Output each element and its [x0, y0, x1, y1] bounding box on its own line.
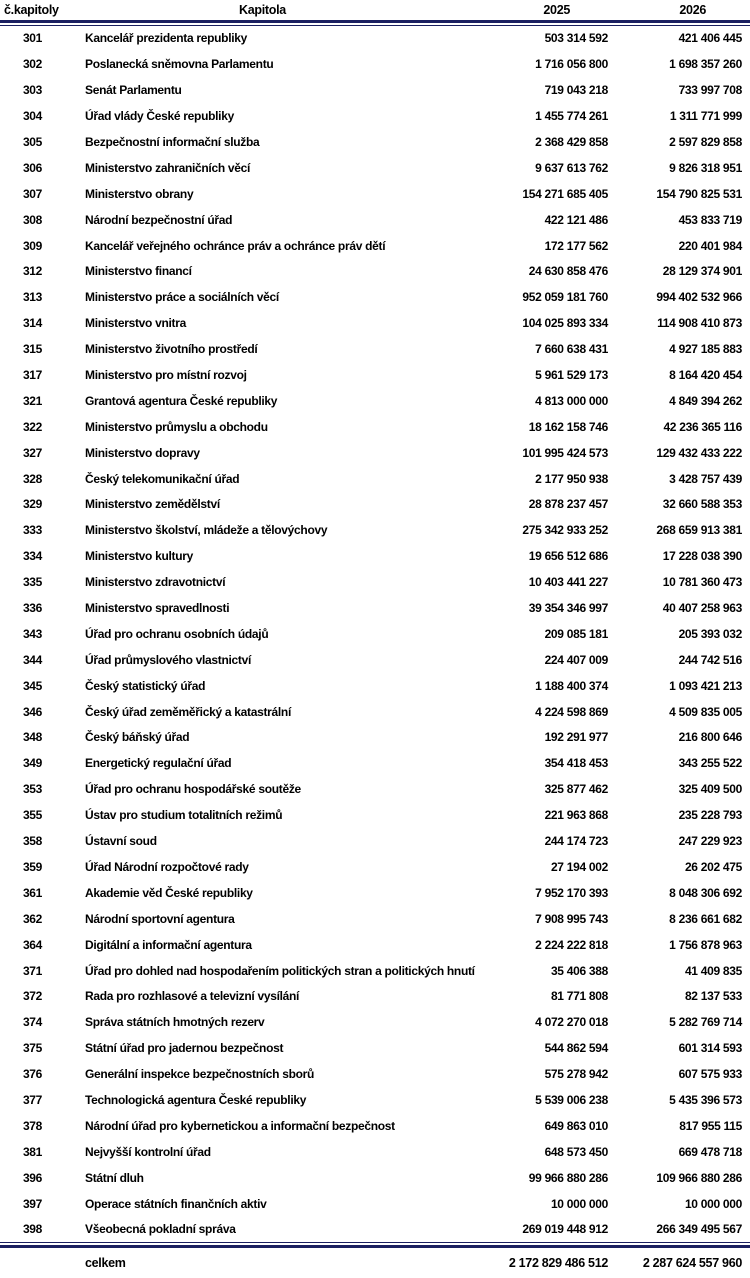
chapter-number: 333 [22, 523, 43, 538]
chapter-name: Národní úřad pro kybernetickou a informační bezpečnost [85, 1118, 395, 1133]
header-chapter-number: č.kapitoly [4, 3, 59, 17]
chapter-value-2025: 952 059 181 760 [522, 290, 608, 305]
chapter-name: Energetický regulační úřad [85, 756, 232, 771]
table-row [0, 1009, 750, 1035]
chapter-value-2025: 39 354 346 997 [528, 601, 608, 616]
chapter-value-2025: 9 637 613 762 [535, 160, 608, 175]
chapter-value-2026: 10 781 360 473 [662, 575, 742, 590]
chapter-value-2025: 5 539 006 238 [535, 1092, 608, 1107]
chapter-value-2026: 3 428 757 439 [669, 471, 742, 486]
table-row [0, 828, 750, 854]
table-row [0, 1087, 750, 1113]
chapter-value-2025: 81 771 808 [550, 989, 608, 1004]
chapter-value-2026: 325 409 500 [678, 782, 742, 797]
chapter-value-2026: 9 826 318 951 [669, 160, 742, 175]
chapter-name: Operace státních finančních aktiv [85, 1196, 267, 1211]
chapter-number: 346 [22, 704, 43, 719]
chapter-number: 361 [22, 885, 43, 900]
table-row [0, 1191, 750, 1217]
chapter-name: Kancelář prezidenta republiky [85, 31, 248, 46]
table-row [0, 854, 750, 880]
chapter-value-2025: 648 573 450 [544, 1144, 608, 1159]
chapter-name: Ministerstvo financí [85, 264, 192, 279]
table-row [0, 26, 750, 52]
table-row [0, 233, 750, 259]
table-row [0, 310, 750, 336]
chapter-value-2025: 649 863 010 [544, 1118, 608, 1133]
table-row [0, 673, 750, 699]
chapter-number: 397 [22, 1196, 43, 1211]
header-year-2026: 2026 [679, 3, 706, 17]
chapter-number: 317 [22, 368, 43, 383]
chapter-value-2026: 5 435 396 573 [669, 1092, 742, 1107]
table-row [0, 725, 750, 751]
chapter-value-2026: 82 137 533 [684, 989, 742, 1004]
chapter-number: 377 [22, 1092, 43, 1107]
chapter-number: 313 [22, 290, 43, 305]
chapter-name: Kancelář veřejného ochránce práv a ochránce práv dětí [85, 238, 386, 253]
chapter-value-2026: 2 597 829 858 [669, 135, 742, 149]
chapter-name: Ministerstvo životního prostředí [85, 342, 258, 357]
chapter-value-2025: 4 224 598 869 [535, 704, 608, 719]
chapter-number: 334 [22, 549, 43, 564]
table-row [0, 699, 750, 725]
chapter-value-2025: 2 224 222 818 [535, 937, 608, 952]
chapter-name: Ministerstvo kultury [85, 549, 194, 564]
table-row [0, 284, 750, 310]
chapter-value-2026: 817 955 115 [679, 1118, 742, 1133]
table-row [0, 414, 750, 440]
table-row [0, 595, 750, 621]
chapter-number: 321 [22, 393, 43, 408]
table-row [0, 336, 750, 362]
chapter-value-2026: 40 407 258 963 [662, 601, 742, 616]
table-row [0, 983, 750, 1009]
chapter-number: 364 [22, 937, 43, 952]
chapter-value-2026: 601 314 593 [678, 1041, 742, 1056]
chapter-name: Ministerstvo zemědělství [85, 497, 220, 512]
chapter-number: 335 [22, 575, 43, 590]
chapter-value-2025: 209 085 181 [544, 626, 608, 641]
table-row [0, 802, 750, 828]
chapter-name: Akademie věd České republiky [85, 885, 253, 900]
chapter-value-2025: 719 043 218 [544, 83, 608, 98]
chapter-value-2025: 10 403 441 227 [528, 575, 608, 590]
chapter-value-2025: 18 162 158 746 [528, 419, 608, 434]
chapter-name: Český telekomunikační úřad [85, 471, 240, 486]
table-row [0, 1035, 750, 1061]
chapter-value-2026: 421 406 445 [678, 31, 742, 46]
chapter-number: 304 [22, 109, 43, 124]
chapter-number: 344 [22, 652, 43, 667]
chapter-value-2025: 422 121 486 [544, 212, 608, 227]
chapter-name: Ministerstvo průmyslu a obchodu [85, 419, 268, 434]
chapter-name: Ministerstvo školství, mládeže a tělovýchovy [85, 523, 328, 538]
chapter-value-2026: 41 409 835 [684, 963, 742, 978]
chapter-value-2025: 35 406 388 [550, 963, 608, 978]
table-row [0, 647, 750, 673]
chapter-number: 309 [22, 238, 43, 253]
chapter-value-2026: 453 833 719 [678, 212, 742, 227]
chapter-value-2026: 343 255 522 [678, 756, 742, 771]
table-row [0, 1216, 750, 1242]
chapter-number: 381 [22, 1144, 43, 1159]
chapter-name: Národní sportovní agentura [85, 911, 235, 926]
chapter-value-2025: 1 716 056 800 [535, 57, 608, 72]
chapter-value-2026: 114 908 410 873 [657, 316, 742, 331]
chapter-value-2026: 216 800 646 [678, 730, 742, 745]
chapter-value-2025: 275 342 933 252 [522, 523, 608, 538]
table-row [0, 958, 750, 984]
chapter-value-2026: 235 228 793 [678, 808, 742, 823]
table-row [0, 750, 750, 776]
chapter-value-2025: 19 656 512 686 [528, 549, 608, 564]
chapter-number: 358 [22, 834, 43, 849]
total-value-2025: 2 172 829 486 512 [508, 1255, 608, 1270]
header-chapter-name: Kapitola [239, 3, 286, 17]
chapter-name: Poslanecká sněmovna Parlamentu [85, 57, 274, 72]
chapter-name: Rada pro rozhlasové a televizní vysílání [85, 989, 300, 1004]
chapter-number: 343 [22, 626, 43, 641]
chapter-name: Grantová agentura České republiky [85, 393, 278, 408]
chapter-number: 355 [22, 808, 43, 823]
chapter-value-2025: 221 963 868 [544, 808, 608, 823]
chapter-value-2025: 503 314 592 [544, 31, 608, 46]
table-row [0, 181, 750, 207]
chapter-number: 307 [22, 186, 43, 201]
chapter-value-2026: 5 282 769 714 [669, 1015, 742, 1030]
chapter-number: 336 [22, 601, 43, 616]
chapter-value-2025: 575 278 942 [544, 1067, 608, 1082]
chapter-number: 378 [22, 1118, 43, 1133]
chapter-value-2025: 2 177 950 938 [535, 471, 608, 486]
chapter-value-2026: 244 742 516 [678, 652, 742, 667]
chapter-value-2025: 2 368 429 858 [535, 135, 608, 149]
table-row [0, 621, 750, 647]
chapter-name: Ministerstvo zdravotnictví [85, 575, 226, 590]
chapter-value-2025: 4 813 000 000 [535, 393, 608, 408]
chapter-number: 312 [22, 264, 43, 279]
chapter-number: 345 [22, 678, 43, 693]
chapter-name: Státní dluh [85, 1170, 144, 1185]
chapter-number: 329 [22, 497, 43, 512]
chapter-name: Ministerstvo pro místní rozvoj [85, 368, 247, 383]
chapter-number: 349 [22, 756, 43, 771]
chapter-value-2026: 4 927 185 883 [669, 342, 742, 357]
chapter-value-2025: 99 966 880 286 [528, 1170, 608, 1185]
chapter-name: Úřad pro dohled nad hospodařením politických stran a politických hnutí [85, 963, 475, 978]
chapter-value-2025: 24 630 858 476 [528, 264, 608, 279]
chapter-value-2025: 101 995 424 573 [522, 445, 608, 460]
chapter-name: Ministerstvo práce a sociálních věcí [85, 290, 279, 305]
chapter-value-2026: 154 790 825 531 [656, 186, 742, 201]
chapter-value-2026: 8 236 661 682 [669, 911, 742, 926]
chapter-value-2025: 104 025 893 334 [522, 316, 608, 331]
chapter-value-2026: 28 129 374 901 [662, 264, 742, 279]
chapter-value-2026: 8 164 420 454 [669, 368, 742, 383]
chapter-value-2025: 192 291 977 [544, 730, 608, 745]
chapter-number: 376 [22, 1067, 43, 1082]
table-row [0, 1061, 750, 1087]
chapter-value-2025: 154 271 685 405 [522, 186, 608, 201]
chapter-value-2025: 7 908 995 743 [535, 911, 608, 926]
chapter-name: Úřad Národní rozpočtové rady [85, 859, 249, 874]
total-label: celkem [85, 1255, 126, 1270]
chapter-value-2026: 129 432 433 222 [656, 445, 742, 460]
table-body [0, 26, 750, 1243]
chapter-value-2025: 269 019 448 912 [522, 1222, 608, 1237]
chapter-value-2026: 733 997 708 [678, 83, 742, 98]
table-row [0, 569, 750, 595]
chapter-number: 308 [22, 212, 43, 227]
table-header-row [0, 0, 750, 20]
chapter-value-2025: 27 194 002 [550, 859, 608, 874]
chapter-name: Bezpečnostní informační služba [85, 135, 260, 149]
table-row [0, 776, 750, 802]
chapter-value-2025: 7 952 170 393 [535, 885, 608, 900]
chapter-name: Úřad pro ochranu osobních údajů [85, 626, 269, 641]
chapter-value-2026: 994 402 532 966 [656, 290, 742, 305]
chapter-name: Ministerstvo spravedlnosti [85, 601, 230, 616]
table-row [0, 103, 750, 129]
chapter-number: 362 [22, 911, 43, 926]
chapter-value-2025: 244 174 723 [544, 834, 608, 849]
table-row [0, 1113, 750, 1139]
table-row [0, 932, 750, 958]
chapter-number: 353 [22, 782, 43, 797]
chapter-value-2026: 247 229 923 [678, 834, 742, 849]
chapter-value-2025: 1 455 774 261 [535, 109, 608, 124]
chapter-number: 303 [22, 83, 43, 98]
chapter-value-2026: 17 228 038 390 [662, 549, 742, 564]
chapter-name: Český statistický úřad [85, 678, 206, 693]
table-row [0, 207, 750, 233]
table-row [0, 440, 750, 466]
chapter-name: Úřad průmyslového vlastnictví [85, 652, 252, 667]
chapter-name: Český úřad zeměměřický a katastrální [85, 704, 291, 719]
table-row [0, 1165, 750, 1191]
table-row [0, 880, 750, 906]
chapter-value-2026: 10 000 000 [684, 1196, 742, 1211]
chapter-value-2025: 10 000 000 [550, 1196, 608, 1211]
chapter-number: 301 [22, 31, 43, 46]
chapter-number: 302 [22, 57, 43, 72]
chapter-value-2026: 32 660 588 353 [662, 497, 742, 512]
chapter-value-2025: 544 862 594 [544, 1041, 608, 1056]
chapter-value-2026: 4 849 394 262 [669, 393, 742, 408]
chapter-value-2025: 5 961 529 173 [535, 368, 608, 383]
chapter-value-2025: 1 188 400 374 [535, 678, 608, 693]
chapter-name: Ústavní soud [85, 834, 157, 849]
chapter-number: 359 [22, 859, 43, 874]
table-row [0, 388, 750, 414]
chapter-name: Technologická agentura České republiky [85, 1092, 307, 1107]
chapter-number: 398 [22, 1222, 43, 1237]
chapter-value-2026: 1 093 421 213 [669, 678, 742, 693]
chapter-value-2026: 1 756 878 963 [669, 937, 742, 952]
chapter-value-2026: 220 401 984 [678, 238, 742, 253]
table-row [0, 259, 750, 285]
chapter-name: Ministerstvo zahraničních věcí [85, 160, 251, 175]
chapter-number: 328 [22, 471, 43, 486]
chapter-value-2025: 224 407 009 [544, 652, 608, 667]
chapter-name: Ústav pro studium totalitních režimů [85, 808, 283, 823]
chapter-number: 322 [22, 419, 43, 434]
chapter-number: 372 [22, 989, 43, 1004]
chapter-name: Úřad vlády České republiky [85, 109, 234, 124]
table-row [0, 466, 750, 492]
chapter-name: Správa státních hmotných rezerv [85, 1015, 265, 1030]
chapter-number: 327 [22, 445, 43, 460]
chapter-number: 348 [22, 730, 43, 745]
chapter-number: 375 [22, 1041, 43, 1056]
chapter-name: Nejvyšší kontrolní úřad [85, 1144, 211, 1159]
chapter-value-2026: 268 659 913 381 [656, 523, 742, 538]
table-row [0, 129, 750, 155]
chapter-name: Senát Parlamentu [85, 83, 182, 98]
chapter-value-2025: 172 177 562 [544, 238, 608, 253]
chapter-name: Ministerstvo vnitra [85, 316, 186, 331]
total-row [0, 1248, 750, 1278]
chapter-number: 305 [22, 135, 43, 149]
chapter-value-2026: 26 202 475 [684, 859, 742, 874]
chapter-value-2026: 42 236 365 116 [663, 419, 742, 434]
chapter-value-2026: 607 575 933 [678, 1067, 742, 1082]
chapter-name: Národní bezpečnostní úřad [85, 212, 233, 227]
table-row [0, 1139, 750, 1165]
chapter-value-2025: 7 660 638 431 [535, 342, 608, 357]
chapter-name: Český báňský úřad [85, 730, 190, 745]
chapter-value-2026: 669 478 718 [678, 1144, 742, 1159]
table-row [0, 906, 750, 932]
chapter-value-2025: 4 072 270 018 [535, 1015, 608, 1030]
chapter-value-2026: 1 698 357 260 [669, 57, 742, 72]
chapter-number: 374 [22, 1015, 43, 1030]
table-row [0, 51, 750, 77]
chapter-number: 315 [22, 342, 43, 357]
total-value-2026: 2 287 624 557 960 [642, 1255, 742, 1270]
chapter-number: 396 [22, 1170, 43, 1185]
chapter-name: Ministerstvo obrany [85, 186, 194, 201]
chapter-value-2025: 325 877 462 [544, 782, 608, 797]
chapter-value-2025: 354 418 453 [544, 756, 608, 771]
table-row [0, 543, 750, 569]
chapter-value-2026: 4 509 835 005 [669, 704, 742, 719]
chapter-value-2026: 109 966 880 286 [656, 1170, 742, 1185]
chapter-name: Generální inspekce bezpečnostních sborů [85, 1067, 315, 1082]
chapter-value-2025: 28 878 237 457 [528, 497, 608, 512]
chapter-name: Všeobecná pokladní správa [85, 1222, 236, 1237]
chapter-number: 371 [22, 963, 43, 978]
table-row [0, 492, 750, 518]
table-row [0, 155, 750, 181]
chapter-name: Státní úřad pro jadernou bezpečnost [85, 1041, 284, 1056]
table-row [0, 517, 750, 543]
table-row [0, 362, 750, 388]
header-year-2025: 2025 [543, 3, 570, 17]
chapter-value-2026: 1 311 771 999 [669, 109, 742, 124]
chapter-name: Úřad pro ochranu hospodářské soutěže [85, 782, 301, 797]
chapter-value-2026: 8 048 306 692 [669, 885, 742, 900]
chapter-value-2026: 205 393 032 [678, 626, 742, 641]
chapter-name: Ministerstvo dopravy [85, 445, 200, 460]
chapter-value-2026: 266 349 495 567 [656, 1222, 742, 1237]
chapter-number: 306 [22, 160, 43, 175]
table-row [0, 77, 750, 103]
chapter-number: 314 [22, 316, 43, 331]
chapter-name: Digitální a informační agentura [85, 937, 252, 952]
